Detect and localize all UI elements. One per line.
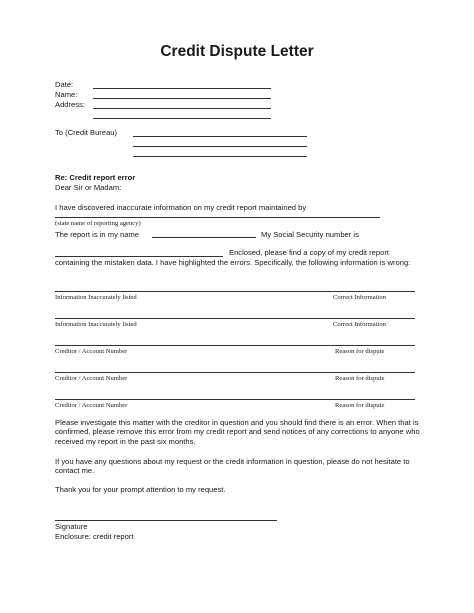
error-row-1-right: Correct Information — [333, 294, 386, 301]
questions-paragraph: If you have any questions about my request or the credit information in question, please do not hesitate to contact me. — [55, 457, 410, 476]
name-label: Name: — [55, 90, 78, 99]
error-row-3-line[interactable] — [55, 345, 415, 346]
error-row-5-line[interactable] — [55, 399, 415, 400]
re-line: Re: Credit report error — [55, 173, 136, 182]
state-name-label: (state name of reporting agency) — [55, 220, 141, 227]
page-title: Credit Dispute Letter — [160, 43, 314, 60]
error-row-5-right: Reason for dispute — [335, 402, 385, 409]
error-row-4-line[interactable] — [55, 372, 415, 373]
signature-label: Signature — [55, 522, 88, 531]
credit-bureau-field-line-1[interactable] — [133, 136, 307, 137]
ssn-field[interactable] — [55, 256, 223, 257]
enclosure-line: Enclosure: credit report — [55, 532, 134, 541]
credit-bureau-field-line-2[interactable] — [133, 146, 307, 147]
ssn-text: My Social Security number is — [261, 230, 359, 239]
error-row-1-left: Information Inaccurately listed — [55, 294, 137, 301]
investigate-paragraph: Please investigate this matter with the creditor in question and you should find there is an error. When that is confirmed, please remove this error from my credit report and send notices of any corrections to anyone who received my report in the past six months. — [55, 418, 420, 446]
reporting-agency-field[interactable] — [55, 217, 380, 218]
signature-field[interactable] — [55, 520, 277, 521]
body-intro: I have discovered inaccurate information on my credit report maintained by — [55, 203, 307, 212]
date-field[interactable] — [93, 88, 271, 89]
error-row-4-right: Reason for dispute — [335, 375, 385, 382]
date-label: Date: — [55, 80, 74, 89]
error-row-1-line[interactable] — [55, 291, 415, 292]
error-row-2-line[interactable] — [55, 318, 415, 319]
address-field-line-1[interactable] — [93, 108, 271, 109]
address-field-line-2[interactable] — [93, 118, 271, 119]
enclosed-text: Enclosed, please find a copy of my credit report — [229, 248, 389, 257]
salutation: Dear Sir or Madam: — [55, 183, 122, 192]
name-field[interactable] — [93, 98, 271, 99]
address-label: Address: — [55, 100, 85, 109]
credit-bureau-label: To (Credit Bureau) — [55, 128, 118, 137]
thanks-line: Thank you for your prompt attention to my request. — [55, 485, 226, 494]
report-name-text: The report is in my name — [55, 230, 139, 239]
report-name-field[interactable] — [152, 237, 256, 238]
body-highlighted: containing the mistaken data. I have highlighted the errors. Specifically, the following information is wrong: — [55, 258, 411, 267]
credit-bureau-field-line-3[interactable] — [133, 156, 307, 157]
error-row-5-left: Creditor / Account Number — [55, 402, 128, 409]
error-row-3-right: Reason for dispute — [335, 348, 385, 355]
error-row-2-left: Information Inaccurately listed — [55, 321, 137, 328]
error-row-2-right: Correct Information — [333, 321, 386, 328]
error-row-3-left: Creditor / Account Number — [55, 348, 128, 355]
error-row-4-left: Creditor / Account Number — [55, 375, 128, 382]
